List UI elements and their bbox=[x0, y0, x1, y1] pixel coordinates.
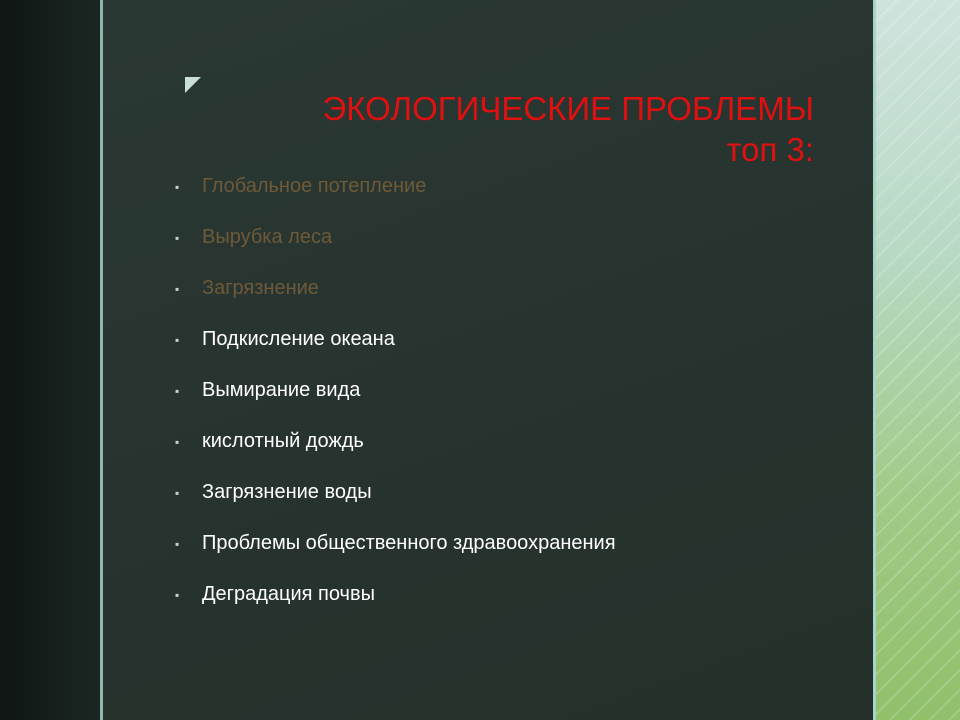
list-item-label: Глобальное потепление bbox=[202, 175, 427, 197]
list-item bbox=[175, 416, 616, 467]
bullet-icon: ▪ bbox=[175, 434, 180, 449]
list-item bbox=[175, 365, 616, 416]
list-item bbox=[175, 263, 616, 314]
left-dark-strip bbox=[0, 0, 100, 720]
list-item-label: Вымирание вида bbox=[202, 379, 361, 401]
list-item-label: Загрязнение bbox=[202, 277, 319, 299]
list-item-label: Вырубка леса bbox=[202, 226, 333, 248]
decorative-hatch bbox=[876, 0, 960, 720]
corner-triangle-icon bbox=[185, 77, 201, 93]
bullet-icon: ▪ bbox=[175, 230, 180, 245]
list-item bbox=[175, 518, 616, 569]
list-item-label: Подкисление океана bbox=[202, 328, 395, 350]
slide-title bbox=[230, 88, 814, 170]
slide-title-line2: топ 3: bbox=[726, 131, 814, 168]
list-item bbox=[175, 161, 616, 212]
list-item-label: Проблемы общественного здравоохранения bbox=[202, 532, 616, 554]
slide-title-line1: ЭКОЛОГИЧЕСКИЕ ПРОБЛЕМЫ bbox=[322, 90, 814, 127]
list-item bbox=[175, 212, 616, 263]
bullet-icon: ▪ bbox=[175, 332, 180, 347]
list-item-label: кислотный дождь bbox=[202, 430, 364, 452]
bullet-icon: ▪ bbox=[175, 383, 180, 398]
bullet-icon: ▪ bbox=[175, 281, 180, 296]
bullet-list bbox=[175, 161, 616, 620]
list-item-label: Деградация почвы bbox=[202, 583, 375, 605]
list-item-label: Загрязнение воды bbox=[202, 481, 372, 503]
list-item bbox=[175, 569, 616, 620]
bullet-icon: ▪ bbox=[175, 536, 180, 551]
bullet-icon: ▪ bbox=[175, 587, 180, 602]
bullet-icon: ▪ bbox=[175, 179, 180, 194]
right-green-strip bbox=[876, 0, 960, 720]
list-item bbox=[175, 314, 616, 365]
bullet-icon: ▪ bbox=[175, 485, 180, 500]
list-item bbox=[175, 467, 616, 518]
